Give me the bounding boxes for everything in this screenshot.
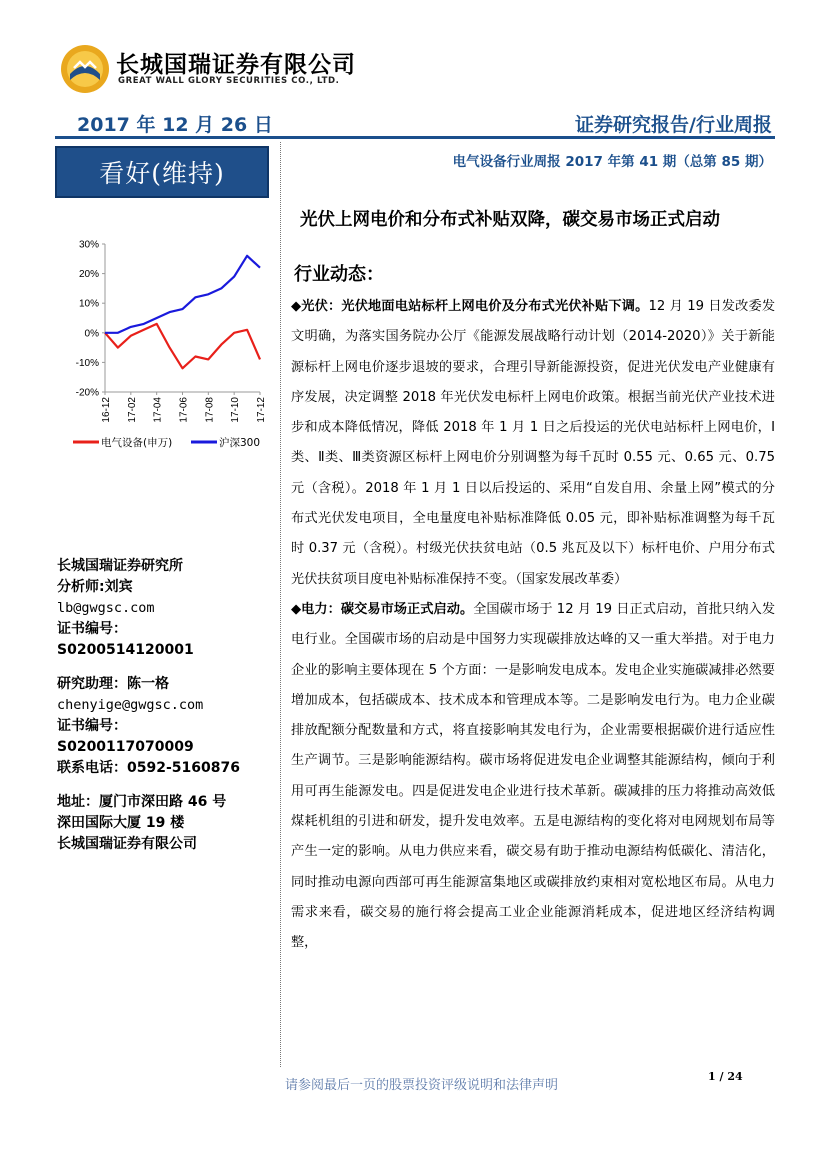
paragraph-power-text: 全国碳市场于 12 月 19 日正式启动，首批只纳入发电行业。全国碳市场的启动是中国努力实现碳排放达峰的又一重大举措。对于电力企业的影响主要体现在 5 个方面：一是影响发电成本。发电企业实施碳减排必然要增加成本，包括碳成本、技术成本和管理成本等。二是影响发电行为。电力企业碳排放配额分配数量和方式，将直接影响其发电行为，企业需要根据碳价进行适应性生产调节。三是影响能源结构。碳市场将促进发电企业调整其能源结构，倾向于利用可再生能源发电。四是促进发电企业进行技术革新。碳减排的压力将推动高效低煤耗机组的引进和研发，提升发电效率。五是电源结构的变化将对电网规划布局等产生一定的影响。从电力供应来看，碳交易有助于推动电源结构低碳化、清洁化，同时推动电源向西部可再生能源富集地区或碳排放约束相对宽松地区布局。从电力需求来看，碳交易的施行将会提高工业企业能源消耗成本，促进地区经济结构调整， xyxy=(291,601,776,951)
rating-label: 看好(维持) xyxy=(99,159,225,188)
x-tick-label: 17-12 xyxy=(256,397,267,423)
x-tick-label: 17-06 xyxy=(178,397,190,423)
analyst-email[interactable]: lb@gwgsc.com xyxy=(57,600,155,616)
address-line-1: 地址：厦门市深田路 46 号 xyxy=(57,794,227,810)
contact-block xyxy=(57,556,272,855)
series-line-2 xyxy=(105,256,260,333)
x-tick-label: 16-12 xyxy=(101,397,112,423)
series-line-1 xyxy=(105,324,260,368)
rating-box xyxy=(55,146,269,198)
y-tick-label: 20% xyxy=(78,269,99,281)
x-tick-label: 17-04 xyxy=(152,397,164,423)
analyst-cert: S0200514120001 xyxy=(57,642,194,658)
page-number: 1 / 24 xyxy=(708,1070,743,1083)
paragraph-pv xyxy=(291,292,775,595)
legend-label-1: 电气设备(申万) xyxy=(101,437,173,449)
issue-subtitle: 电气设备行业周报 2017 年第 41 期（总第 85 期） xyxy=(452,154,772,170)
paragraph-power xyxy=(291,595,775,959)
legend-label-2: 沪深300 xyxy=(219,437,261,449)
x-tick-label: 17-10 xyxy=(230,397,242,423)
x-tick-label: 17-08 xyxy=(204,397,216,423)
header-divider xyxy=(55,136,775,139)
company-name-cn: 长城国瑞证券有限公司 xyxy=(116,52,356,78)
analyst-name: 分析师:刘宾 xyxy=(57,579,133,595)
y-tick-label: -20% xyxy=(75,387,99,399)
paragraph-power-lead: ◆电力：碳交易市场正式启动。 xyxy=(291,601,474,617)
disclaimer-link[interactable]: 请参阅最后一页的股票投资评级说明和法律声明 xyxy=(285,1078,559,1093)
section-heading: 行业动态： xyxy=(294,264,384,285)
report-date: 2017 年 12 月 26 日 xyxy=(77,114,273,136)
company-logo xyxy=(60,44,110,94)
paragraph-pv-text: 12 月 19 日发改委发文明确，为落实国务院办公厅《能源发展战略行动计划（2014-2020）》关于新能源标杆上网电价逐步退坡的要求，合理引导新能源投资，促进光伏发电产业健康有序发展，决定调整 2018 年光伏发电标杆上网电价政策。根据当前光伏产业技术进步和成本降低情况，降低 2018 年 1 月 1 日之后投运的光伏电站标杆上网电价，Ⅰ类、Ⅱ类、Ⅲ类资源区标杆上网电价分别调整为每千瓦时 0.55 元、0.65 元、0.75 元（含税）。2018 年 1 月 1 日以后投运的、采用“自发自用、余量上网”模式的分布式光伏发电项目，全电量度电补贴标准降低 0.05 元，即补贴标准调整为每千瓦时 0.37 元（含税）。村级光伏扶贫电站（0.5 兆瓦及以下）标杆电价、户用分布式光伏扶贫项目度电补贴标准保持不变。（国家发展改革委） xyxy=(291,299,776,587)
assistant-email[interactable]: chenyige@gwgsc.com xyxy=(57,697,204,713)
y-tick-label: 10% xyxy=(78,298,99,310)
y-tick-label: 0% xyxy=(84,328,99,340)
paragraph-pv-lead: ◆光伏：光伏地面电站标杆上网电价及分布式光伏补贴下调。 xyxy=(291,299,649,314)
x-tick-label: 17-02 xyxy=(126,397,138,423)
assistant-cert-label: 证书编号： xyxy=(57,718,127,734)
institute-name: 长城国瑞证券研究所 xyxy=(57,558,183,574)
address-line-3: 长城国瑞证券有限公司 xyxy=(57,836,197,852)
contact-phone: 联系电话：0592-5160876 xyxy=(57,760,240,776)
assistant-cert: S0200117070009 xyxy=(57,739,194,755)
y-tick-label: 30% xyxy=(78,239,99,251)
report-title: 光伏上网电价和分布式补贴双降，碳交易市场正式启动 xyxy=(300,210,720,230)
y-tick-label: -10% xyxy=(75,357,99,369)
column-divider xyxy=(280,142,281,1067)
address-line-2: 深田国际大厦 19 楼 xyxy=(57,815,185,831)
report-body xyxy=(291,292,775,959)
assistant-name: 研究助理：陈一格 xyxy=(57,676,169,692)
company-name-en: GREAT WALL GLORY SECURITIES CO., LTD. xyxy=(118,76,340,86)
analyst-cert-label: 证书编号： xyxy=(57,621,127,637)
performance-chart xyxy=(55,234,280,459)
report-type: 证券研究报告/行业周报 xyxy=(575,114,772,136)
